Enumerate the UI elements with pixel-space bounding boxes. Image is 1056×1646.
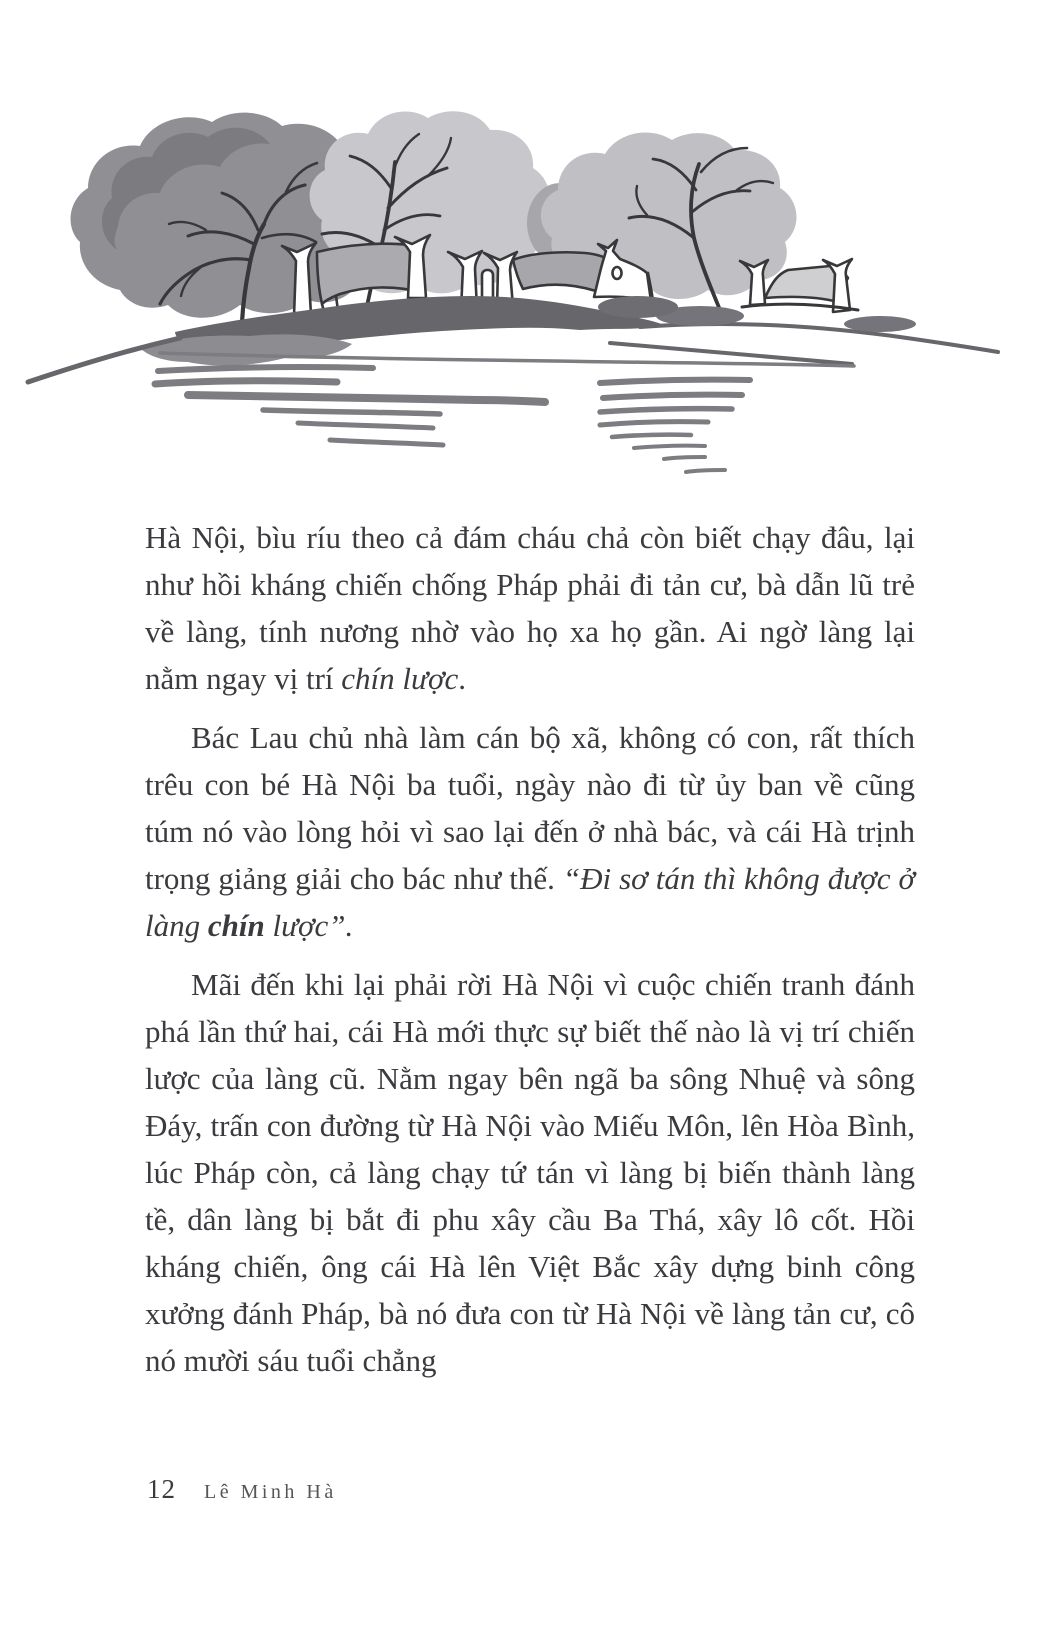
author-name: Lê Minh Hà (204, 1481, 337, 1503)
paragraph (145, 514, 915, 702)
text-segment: Hà Nội, bìu ríu theo cả đám cháu chả còn biết chạy đâu, lại như hồi kháng chiến chống Pháp phải đi tản cư, bà dẫn lũ trẻ về làng, tính nương nhờ vào họ xa họ gần. Ai ngờ làng lại nằm ngay vị trí (145, 520, 915, 696)
water-reflections (155, 353, 854, 472)
page-footer (147, 1474, 337, 1505)
village-illustration (0, 100, 1056, 500)
text-segment: “Đi sơ tán thì không được ở làng (145, 861, 915, 943)
body-text (145, 514, 915, 1396)
paragraph (145, 714, 915, 949)
text-segment: chín (207, 908, 265, 943)
text-segment: Bác Lau chủ nhà làm cán bộ xã, không có con, rất thích trêu con bé Hà Nội ba tuổi, ngày nào đi từ ủy ban về cũng túm nó vào lòng hỏi vì sao lại đến ở nhà bác, và cái Hà trịnh trọng giảng giải cho bác như thế. (145, 720, 915, 896)
paragraph (145, 961, 915, 1384)
text-segment: Mãi đến khi lại phải rời Hà Nội vì cuộc chiến tranh đánh phá lần thứ hai, cái Hà mới thực sự biết thế nào là vị trí chiến lược của làng cũ. Nằm ngay bên ngã ba sông Nhuệ và sông Đáy, trấn con đường từ Hà Nội vào Miếu Môn, lên Hòa Bình, lúc Pháp còn, cả làng chạy tứ tán vì làng bị biến thành làng tề, dân làng bị bắt đi phu xây cầu Ba Thá, xây lô cốt. Hồi kháng chiến, ông cái Hà lên Việt Bắc xây dựng binh công xưởng đánh Pháp, bà nó đưa con từ Hà Nội về làng tản cư, cô nó mười sáu tuổi chẳng (145, 967, 915, 1378)
text-segment: lược”. (264, 908, 354, 943)
text-segment: chín lược (341, 661, 459, 696)
text-segment: . (458, 661, 466, 696)
page-number: 12 (147, 1474, 176, 1504)
